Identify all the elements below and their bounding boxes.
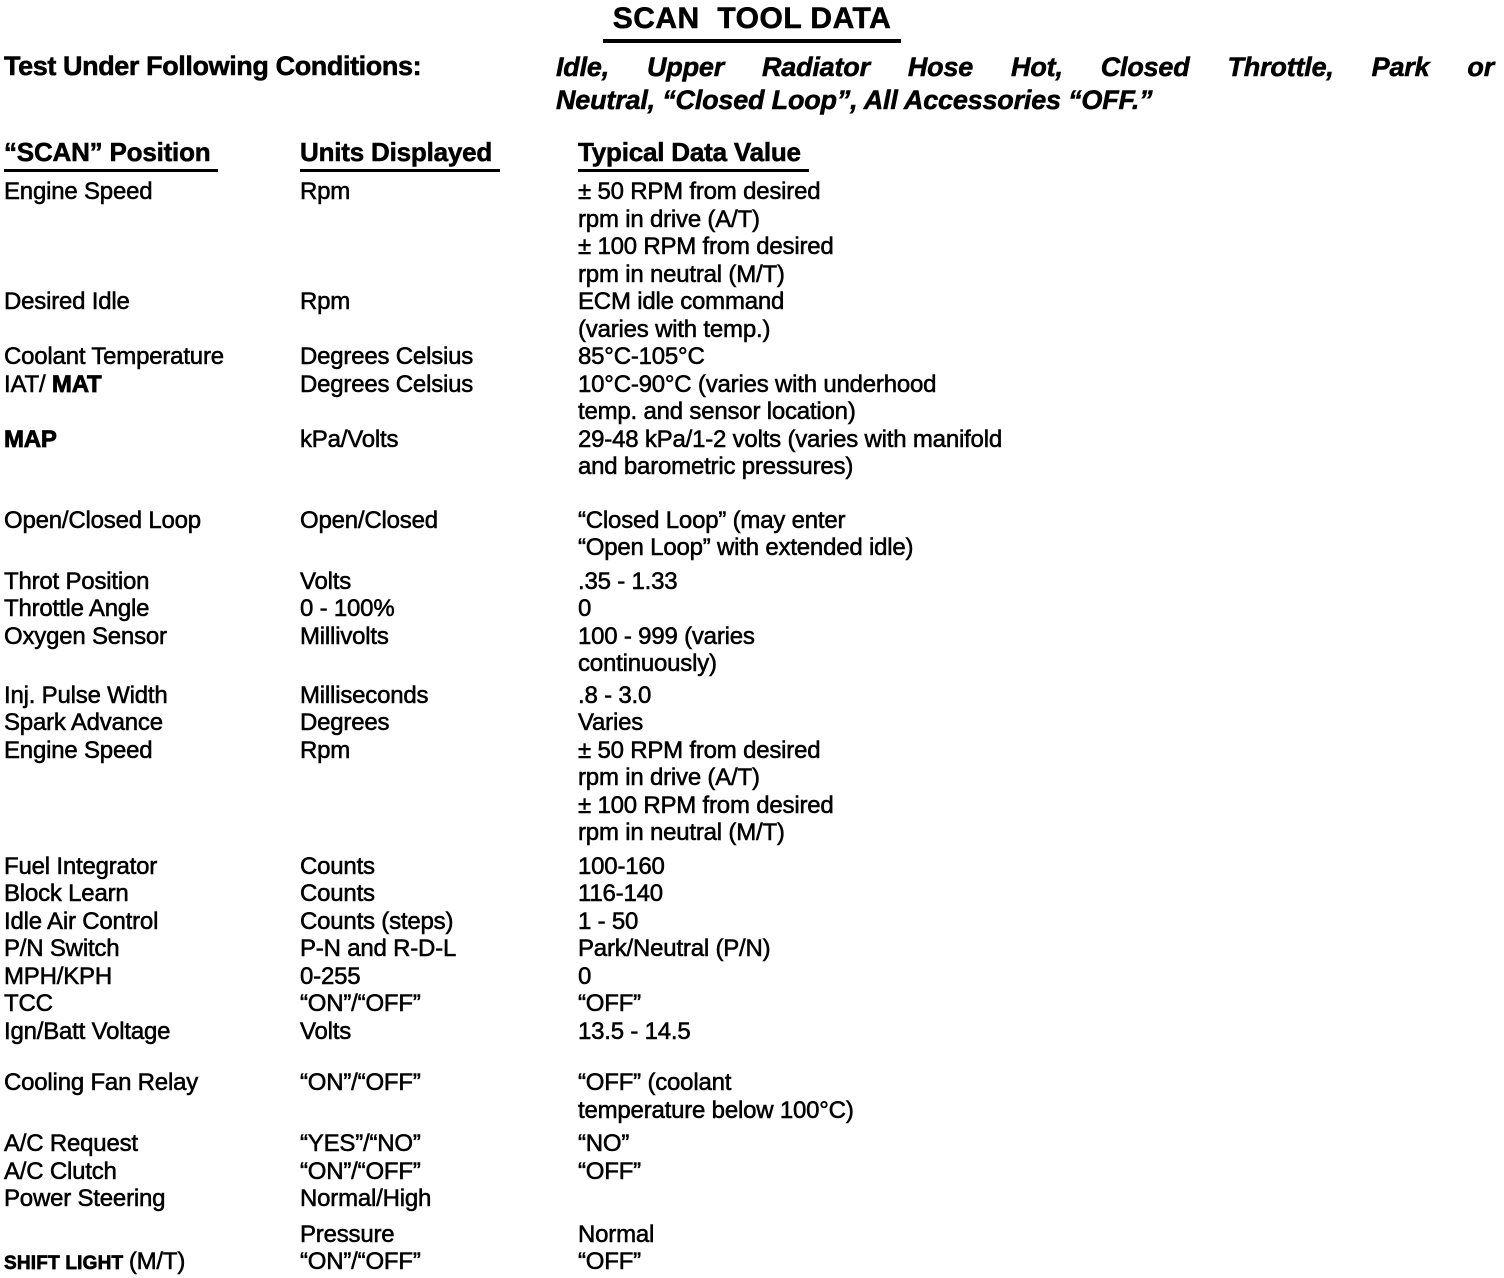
position-label: Spark Advance: [4, 709, 163, 736]
position-cell: [0, 1130, 300, 1158]
position-label: Inj. Pulse Width: [4, 681, 168, 709]
table-row: [0, 1069, 1504, 1124]
units-cell: [300, 963, 578, 991]
value-cell: [578, 880, 1504, 908]
position-label-segment: IAT/: [4, 370, 52, 398]
cell-line: rpm in neutral (M/T): [578, 260, 785, 288]
units-cell: [300, 507, 578, 562]
conditions-line-1: Idle, Upper Radiator Hose Hot, Closed Throttle, Park or: [556, 52, 1494, 82]
position-cell: [0, 1248, 300, 1278]
table-row: [0, 371, 1504, 426]
position-cell: [0, 990, 300, 1018]
column-header-typical-data-value: Typical Data Value: [578, 137, 809, 172]
units-cell: [300, 288, 578, 343]
position-label: [4, 371, 300, 399]
value-cell: [578, 1018, 1504, 1046]
table-row: [0, 507, 1504, 562]
value-cell: [578, 737, 1504, 847]
cell-line: .8 - 3.0: [578, 681, 652, 709]
position-cell: [0, 853, 300, 881]
cell-line: Counts: [300, 880, 375, 907]
value-cell: [578, 288, 1504, 343]
position-label: Idle Air Control: [4, 907, 159, 935]
table-row: [0, 426, 1504, 481]
units-cell: [300, 1158, 578, 1186]
cell-line: 1 - 50: [578, 907, 639, 935]
units-cell: [300, 595, 578, 623]
cell-line: ± 50 RPM from desired: [578, 736, 821, 764]
position-cell: [0, 623, 300, 678]
value-cell: [578, 853, 1504, 881]
cell-line: rpm in neutral (M/T): [578, 819, 785, 846]
position-label-segment: SHIFT LIGHT: [4, 1253, 129, 1274]
table-row: [0, 1018, 1504, 1046]
position-cell: [0, 935, 300, 963]
position-label: [4, 1248, 300, 1278]
cell-line: ± 50 RPM from desired: [578, 178, 821, 205]
units-cell: [300, 990, 578, 1018]
column-header-scan-position: “SCAN” Position: [4, 137, 218, 172]
cell-line: “ON”/“OFF”: [300, 990, 421, 1017]
cell-line: “Closed Loop” (may enter: [578, 506, 846, 534]
table-row: [0, 737, 1504, 847]
cell-line: “ON”/“OFF”: [300, 1248, 421, 1275]
position-cell: [0, 1185, 300, 1248]
position-cell: [0, 426, 300, 481]
cell-line: ± 100 RPM from desired: [578, 233, 834, 260]
cell-line: temp. and sensor location): [578, 398, 856, 425]
position-label: [4, 426, 300, 454]
value-cell: [578, 1069, 1504, 1124]
units-cell: [300, 1018, 578, 1046]
units-cell: [300, 908, 578, 936]
cell-line: Rpm: [300, 288, 351, 315]
position-label: Engine Speed: [4, 178, 153, 205]
cell-line: Park/Neutral (P/N): [578, 935, 771, 962]
cell-line: rpm in drive (A/T): [578, 764, 760, 791]
position-cell: [0, 595, 300, 623]
table-row: [0, 288, 1504, 343]
cell-line: Open/Closed: [300, 506, 438, 534]
position-cell: [0, 737, 300, 847]
value-cell: [578, 1158, 1504, 1186]
table-row: [0, 1130, 1504, 1158]
value-cell: [578, 709, 1504, 737]
cell-line: 0: [578, 595, 592, 622]
units-cell: [300, 853, 578, 881]
position-label: A/C Clutch: [4, 1157, 117, 1185]
cell-line: Millivolts: [300, 622, 389, 650]
position-label: Open/Closed Loop: [4, 506, 201, 534]
position-cell: [0, 568, 300, 596]
cell-line: Rpm: [300, 178, 351, 205]
table-row: [0, 990, 1504, 1018]
value-cell: [578, 935, 1504, 963]
position-label: P/N Switch: [4, 935, 120, 962]
cell-line: “ON”/“OFF”: [300, 1069, 421, 1096]
table-row: [0, 623, 1504, 678]
value-cell: [578, 568, 1504, 596]
position-cell: [0, 178, 300, 288]
table-row: [0, 343, 1504, 371]
position-label: TCC: [4, 990, 53, 1017]
conditions-label: Test Under Following Conditions:: [4, 51, 422, 81]
position-cell: [0, 1018, 300, 1046]
units-cell: [300, 1185, 578, 1248]
position-label: Desired Idle: [4, 288, 130, 315]
units-cell: [300, 343, 578, 371]
position-cell: [0, 682, 300, 710]
value-cell: [578, 908, 1504, 936]
cell-line: 0 - 100%: [300, 595, 395, 622]
units-cell: [300, 371, 578, 426]
cell-line: Volts: [300, 567, 352, 595]
cell-line: Milliseconds: [300, 681, 429, 709]
cell-line: 29-48 kPa/1-2 volts (varies with manifold: [578, 425, 1002, 453]
cell-line: ± 100 RPM from desired: [578, 791, 834, 819]
cell-line: 0: [578, 962, 592, 990]
table-row: [0, 709, 1504, 737]
position-label: Throttle Angle: [4, 595, 150, 622]
value-cell: [578, 1185, 1504, 1248]
cell-line: 10°C-90°C (varies with underhood: [578, 370, 937, 398]
position-label: Oxygen Sensor: [4, 622, 167, 650]
table-row: [0, 908, 1504, 936]
units-cell: [300, 737, 578, 847]
units-cell: [300, 682, 578, 710]
conditions-text: [556, 51, 1504, 117]
position-cell: [0, 908, 300, 936]
cell-line: continuously): [578, 650, 717, 677]
units-cell: [300, 880, 578, 908]
cell-line: “YES”/“NO”: [300, 1130, 421, 1157]
cell-line: Degrees Celsius: [300, 370, 474, 398]
cell-line: [578, 1185, 1504, 1213]
cell-line: P-N and R-D-L: [300, 935, 457, 962]
cell-line: “OFF” (coolant: [578, 1069, 732, 1096]
position-cell: [0, 880, 300, 908]
units-cell: [300, 426, 578, 481]
position-label: Cooling Fan Relay: [4, 1069, 199, 1096]
position-label: Block Learn: [4, 880, 129, 907]
table-row: [0, 568, 1504, 596]
value-cell: [578, 623, 1504, 678]
cell-line: kPa/Volts: [300, 425, 399, 453]
position-label: Coolant Temperature: [4, 343, 224, 370]
units-cell: [300, 935, 578, 963]
cell-line: Counts: [300, 852, 375, 880]
cell-line: Counts (steps): [300, 907, 454, 935]
value-cell: [578, 507, 1504, 562]
position-cell: [0, 709, 300, 737]
column-header-units-displayed: Units Displayed: [300, 137, 500, 172]
column-header-typical-value-cell: [578, 137, 1504, 168]
table-row: [0, 963, 1504, 991]
cell-line: “OFF”: [578, 1157, 641, 1185]
cell-line: “OFF”: [578, 1248, 641, 1275]
table-row: [0, 880, 1504, 908]
cell-line: 13.5 - 14.5: [578, 1017, 691, 1045]
cell-line: .35 - 1.33: [578, 567, 678, 595]
cell-line: rpm in drive (A/T): [578, 205, 760, 233]
position-cell: [0, 963, 300, 991]
table-row: [0, 1185, 1504, 1248]
cell-line: 100-160: [578, 852, 665, 880]
cell-line: Normal: [578, 1220, 655, 1248]
cell-line: 100 - 999 (varies: [578, 622, 755, 650]
cell-line: (varies with temp.): [578, 315, 771, 343]
cell-line: 116-140: [578, 880, 663, 907]
table-row: [0, 853, 1504, 881]
position-label: MPH/KPH: [4, 962, 112, 990]
cell-line: Rpm: [300, 736, 351, 764]
position-label-segment: MAP: [4, 425, 57, 453]
units-cell: [300, 623, 578, 678]
cell-line: 0-255: [300, 962, 361, 990]
value-cell: [578, 963, 1504, 991]
conditions-line-2: Neutral, “Closed Loop”, All Accessories “OFF.”: [556, 85, 1153, 115]
table-row: [0, 682, 1504, 710]
cell-line: “OFF”: [578, 990, 641, 1017]
column-header-scan-position-cell: [0, 137, 300, 168]
value-cell: [578, 1130, 1504, 1158]
cell-line: ECM idle command: [578, 288, 785, 315]
units-cell: [300, 1130, 578, 1158]
cell-line: Normal/High: [300, 1185, 432, 1212]
cell-line: temperature below 100°C): [578, 1096, 854, 1124]
position-label: Throt Position: [4, 567, 150, 595]
position-label: Fuel Integrator: [4, 852, 158, 880]
position-label: Ign/Batt Voltage: [4, 1017, 171, 1045]
position-label: Power Steering: [4, 1185, 166, 1212]
cell-line: Degrees: [300, 709, 390, 736]
value-cell: [578, 1248, 1504, 1278]
units-cell: [300, 1248, 578, 1278]
units-cell: [300, 178, 578, 288]
position-cell: [0, 343, 300, 371]
cell-line: and barometric pressures): [578, 453, 854, 480]
value-cell: [578, 371, 1504, 426]
value-cell: [578, 426, 1504, 481]
table-row: [0, 1158, 1504, 1186]
position-cell: [0, 1158, 300, 1186]
test-conditions-section: [0, 51, 1504, 117]
units-cell: [300, 568, 578, 596]
value-cell: [578, 682, 1504, 710]
position-label: A/C Request: [4, 1130, 138, 1157]
units-cell: [300, 709, 578, 737]
cell-line: Pressure: [300, 1220, 395, 1248]
cell-line: Varies: [578, 709, 644, 736]
position-cell: [0, 507, 300, 562]
cell-line: “NO”: [578, 1130, 630, 1157]
table-row: [0, 178, 1504, 288]
cell-line: Volts: [300, 1017, 352, 1045]
page-title: SCAN TOOL DATA: [603, 2, 902, 43]
value-cell: [578, 343, 1504, 371]
cell-line: 85°C-105°C: [578, 343, 705, 370]
value-cell: [578, 178, 1504, 288]
position-cell: [0, 371, 300, 426]
value-cell: [578, 990, 1504, 1018]
position-label: Engine Speed: [4, 736, 153, 764]
page-title-row: [0, 0, 1504, 43]
position-cell: [0, 288, 300, 343]
position-label-segment: (M/T): [128, 1248, 186, 1275]
table-header-row: [0, 137, 1504, 168]
table-row: [0, 595, 1504, 623]
units-cell: [300, 1069, 578, 1124]
cell-line: “Open Loop” with extended idle): [578, 534, 914, 561]
table-row: [0, 1248, 1504, 1278]
column-header-units-cell: [300, 137, 578, 168]
table-row: [0, 935, 1504, 963]
table-body: [0, 178, 1504, 1278]
cell-line: Degrees Celsius: [300, 343, 474, 370]
value-cell: [578, 595, 1504, 623]
position-cell: [0, 1069, 300, 1124]
position-label-segment: MAT: [51, 370, 102, 398]
cell-line: “ON”/“OFF”: [300, 1157, 421, 1185]
